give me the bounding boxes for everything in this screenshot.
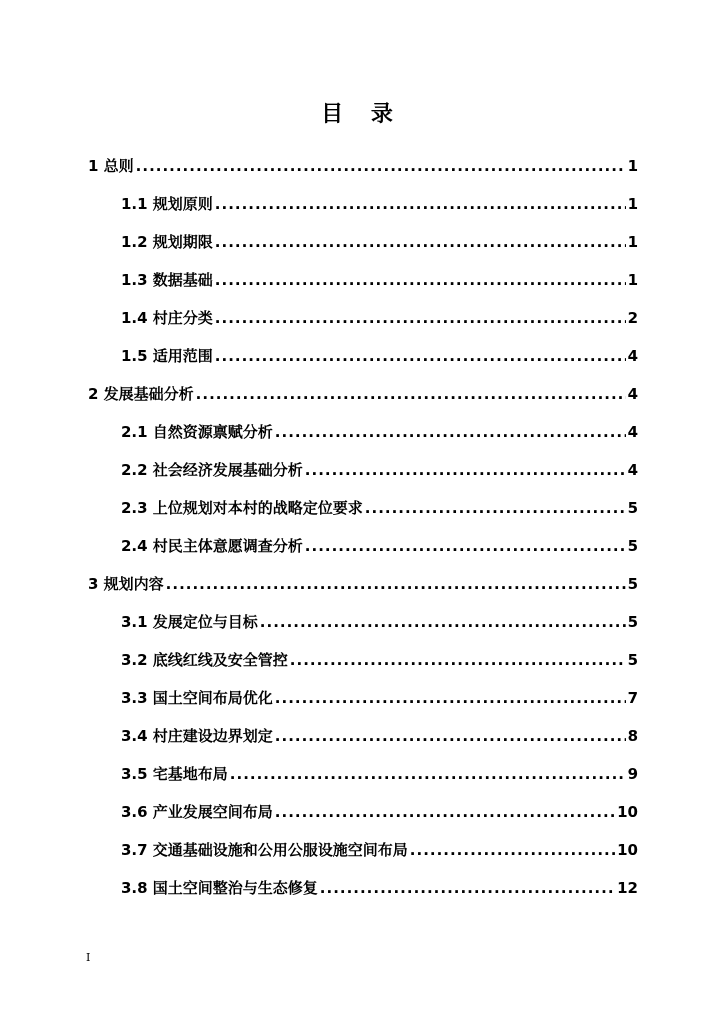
toc-entry-page: 1 <box>627 157 638 175</box>
toc-entry-label: 2.2 社会经济发展基础分析 <box>121 461 303 479</box>
toc-dot-leader <box>260 612 626 632</box>
toc-entry-1-1[interactable] <box>88 188 638 226</box>
toc-entry-3-3[interactable] <box>88 682 638 720</box>
toc-entry-page: 1 <box>627 271 638 289</box>
toc-dot-leader <box>136 156 626 176</box>
toc-entry-page: 1 <box>627 195 638 213</box>
toc-entry-label: 1.4 村庄分类 <box>121 309 213 327</box>
toc-entry-page: 12 <box>617 879 638 897</box>
toc-entry-page: 4 <box>627 347 638 365</box>
toc-entry-2-4[interactable] <box>88 530 638 568</box>
toc-entry-2-3[interactable] <box>88 492 638 530</box>
toc-entry-label: 3.4 村庄建设边界划定 <box>121 727 273 745</box>
toc-dot-leader <box>410 840 615 860</box>
toc-entry-label: 2 发展基础分析 <box>88 385 194 403</box>
toc-entry-label: 2.1 自然资源禀赋分析 <box>121 423 273 441</box>
toc-dot-leader <box>215 232 626 252</box>
toc-entry-label: 2.3 上位规划对本村的战略定位要求 <box>121 499 363 517</box>
toc-entry-label: 3.3 国土空间布局优化 <box>121 689 273 707</box>
toc-entry-label: 1.1 规划原则 <box>121 195 213 213</box>
toc-dot-leader <box>196 384 626 404</box>
toc-entry-3-5[interactable] <box>88 758 638 796</box>
toc-entry-3[interactable] <box>88 568 638 606</box>
toc-entry-label: 1.5 适用范围 <box>121 347 213 365</box>
toc-entry-2-1[interactable] <box>88 416 638 454</box>
toc-entry-1[interactable] <box>88 150 638 188</box>
toc-dot-leader <box>215 270 626 290</box>
toc-dot-leader <box>230 764 626 784</box>
toc-entry-page: 5 <box>627 613 638 631</box>
toc-entry-page: 9 <box>627 765 638 783</box>
toc-entry-page: 1 <box>627 233 638 251</box>
toc-entry-3-4[interactable] <box>88 720 638 758</box>
toc-entry-label: 3 规划内容 <box>88 575 164 593</box>
toc-entry-label: 3.1 发展定位与目标 <box>121 613 258 631</box>
toc-entry-page: 8 <box>627 727 638 745</box>
toc-entry-page: 4 <box>627 423 638 441</box>
toc-entry-label: 3.5 宅基地布局 <box>121 765 228 783</box>
toc-entry-3-6[interactable] <box>88 796 638 834</box>
toc-entry-page: 5 <box>627 499 638 517</box>
toc-dot-leader <box>275 726 626 746</box>
toc-entry-label: 3.2 底线红线及安全管控 <box>121 651 288 669</box>
toc-entry-1-2[interactable] <box>88 226 638 264</box>
toc-entry-label: 1 总则 <box>88 157 134 175</box>
toc-entry-page: 5 <box>627 651 638 669</box>
toc-entry-3-8[interactable] <box>88 872 638 910</box>
toc-entry-page: 5 <box>627 575 638 593</box>
toc-dot-leader <box>275 688 626 708</box>
toc-entry-page: 2 <box>627 309 638 327</box>
toc-entry-1-3[interactable] <box>88 264 638 302</box>
toc-dot-leader <box>275 422 626 442</box>
toc-dot-leader <box>215 308 626 328</box>
toc-entry-page: 10 <box>617 841 638 859</box>
table-of-contents <box>88 150 638 910</box>
toc-dot-leader <box>215 194 626 214</box>
toc-entry-3-2[interactable] <box>88 644 638 682</box>
toc-entry-page: 4 <box>627 461 638 479</box>
toc-dot-leader <box>305 536 626 556</box>
toc-dot-leader <box>290 650 626 670</box>
toc-entry-label: 1.3 数据基础 <box>121 271 213 289</box>
toc-entry-label: 1.2 规划期限 <box>121 233 213 251</box>
toc-dot-leader <box>320 878 615 898</box>
toc-title: 目 录 <box>321 102 403 127</box>
toc-entry-page: 4 <box>627 385 638 403</box>
toc-entry-2[interactable] <box>88 378 638 416</box>
toc-dot-leader <box>275 802 615 822</box>
toc-entry-label: 3.8 国土空间整治与生态修复 <box>121 879 318 897</box>
toc-dot-leader <box>305 460 626 480</box>
toc-dot-leader <box>166 574 626 594</box>
toc-entry-1-5[interactable] <box>88 340 638 378</box>
toc-entry-label: 3.6 产业发展空间布局 <box>121 803 273 821</box>
toc-dot-leader <box>365 498 626 518</box>
toc-entry-3-7[interactable] <box>88 834 638 872</box>
toc-entry-page: 7 <box>627 689 638 707</box>
toc-dot-leader <box>215 346 626 366</box>
toc-entry-page: 10 <box>617 803 638 821</box>
toc-entry-2-2[interactable] <box>88 454 638 492</box>
toc-entry-1-4[interactable] <box>88 302 638 340</box>
page-number: I <box>86 951 91 964</box>
toc-entry-label: 2.4 村民主体意愿调查分析 <box>121 537 303 555</box>
toc-entry-page: 5 <box>627 537 638 555</box>
toc-entry-3-1[interactable] <box>88 606 638 644</box>
toc-entry-label: 3.7 交通基础设施和公用公服设施空间布局 <box>121 841 408 859</box>
